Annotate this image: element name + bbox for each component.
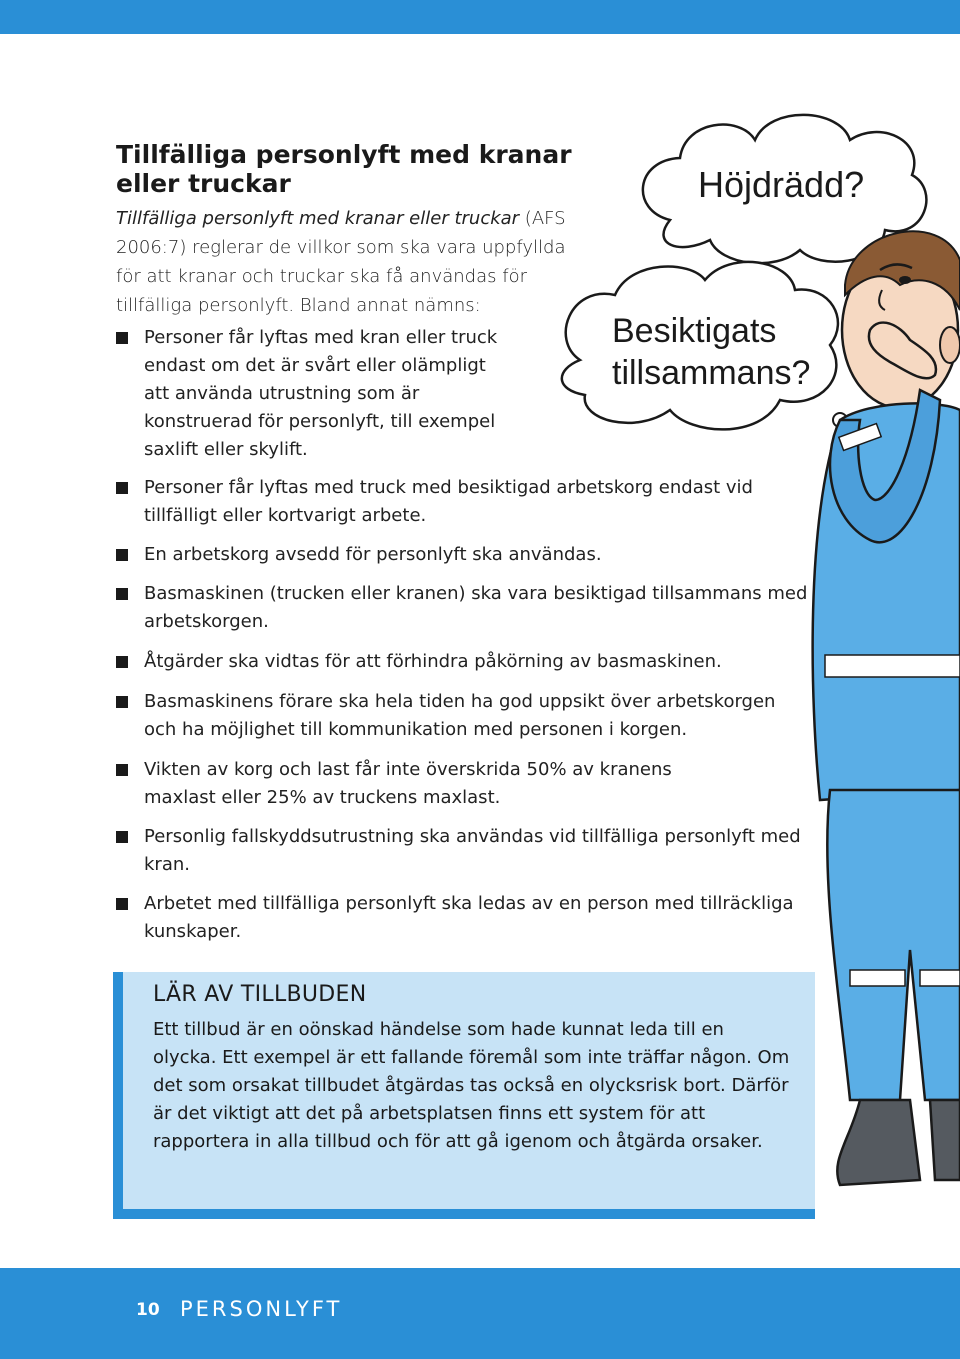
bullet-square-icon bbox=[116, 764, 128, 776]
bullet-square-icon bbox=[116, 482, 128, 494]
boot bbox=[837, 1100, 920, 1185]
page-number: 10 bbox=[136, 1300, 160, 1320]
bullet-square-icon bbox=[116, 332, 128, 344]
thought-text-top: Höjdrädd? bbox=[698, 164, 865, 205]
list-item: Arbetet med tillfälliga personlyft ska ledas av en person med tillräckliga kunskaper. bbox=[116, 890, 816, 946]
bullet-square-icon bbox=[116, 831, 128, 843]
legs bbox=[827, 790, 960, 1100]
box-body: Ett tillbud är en oönskad händelse som hade kunnat leda till en olycka. Ett exempel är ett fallande föremål som inte träffar någon. Om det som orsakat tillbudet åtgärdas tas också en olycksrisk bort. Därför är det viktigt att det på arbetsplatsen finns ett system för att rapportera in alla tillbud och för att gå igenom och åtgärda orsaker. bbox=[153, 1019, 790, 1152]
section-name: PERSONLYFT bbox=[180, 1297, 343, 1321]
top-color-bar bbox=[0, 0, 960, 34]
page-title: Tillfälliga personlyft med kranar eller truckar bbox=[116, 140, 572, 198]
bullet-square-icon bbox=[116, 696, 128, 708]
list-item: Vikten av korg och last får inte överskrida 50% av kranens maxlast eller 25% av truckens maxlast. bbox=[116, 756, 696, 812]
list-item: Personer får lyftas med truck med besiktigad arbetskorg endast vid tillfälligt eller kortvarigt arbete. bbox=[116, 474, 796, 530]
list-item: Åtgärder ska vidtas för att förhindra påkörning av basmaskinen. bbox=[116, 648, 816, 676]
bullet-square-icon bbox=[116, 549, 128, 561]
list-item: Personlig fallskyddsutrustning ska användas vid tillfälliga personlyft med kran. bbox=[116, 823, 816, 879]
bullet-square-icon bbox=[116, 588, 128, 600]
thought-text-middle-line2: tillsammans? bbox=[612, 354, 811, 392]
list-item: Personer får lyftas med kran eller truck endast om det är svårt eller olämpligt att använda utrustning som är konstruerad för personlyft, till exempel saxlift eller skylift. bbox=[116, 324, 516, 464]
thought-text-middle-line1: Besiktigats bbox=[612, 312, 777, 350]
bullet-square-icon bbox=[116, 656, 128, 668]
list-item: En arbetskorg avsedd för personlyft ska användas. bbox=[116, 541, 816, 569]
box-title: LÄR AV TILLBUDEN bbox=[153, 982, 367, 1007]
intro-text: (AFS 2006:7) reglerar de villkor som ska vara uppfyllda för att kranar och truckar ska få användas för tillfälliga personlyft. Bland annat nämns: bbox=[116, 208, 566, 316]
lar-av-tillbuden-box bbox=[113, 972, 815, 1219]
intro-paragraph bbox=[116, 204, 586, 320]
bullet-square-icon bbox=[116, 898, 128, 910]
list-item: Basmaskinens förare ska hela tiden ha god uppsikt över arbetskorgen och ha möjlighet till kommunikation med personen i korgen. bbox=[116, 688, 806, 744]
list-item: Basmaskinen (trucken eller kranen) ska vara besiktigad tillsammans med arbetskorgen. bbox=[116, 580, 816, 636]
law-name: Tillfälliga personlyft med kranar eller truckar bbox=[116, 208, 520, 229]
